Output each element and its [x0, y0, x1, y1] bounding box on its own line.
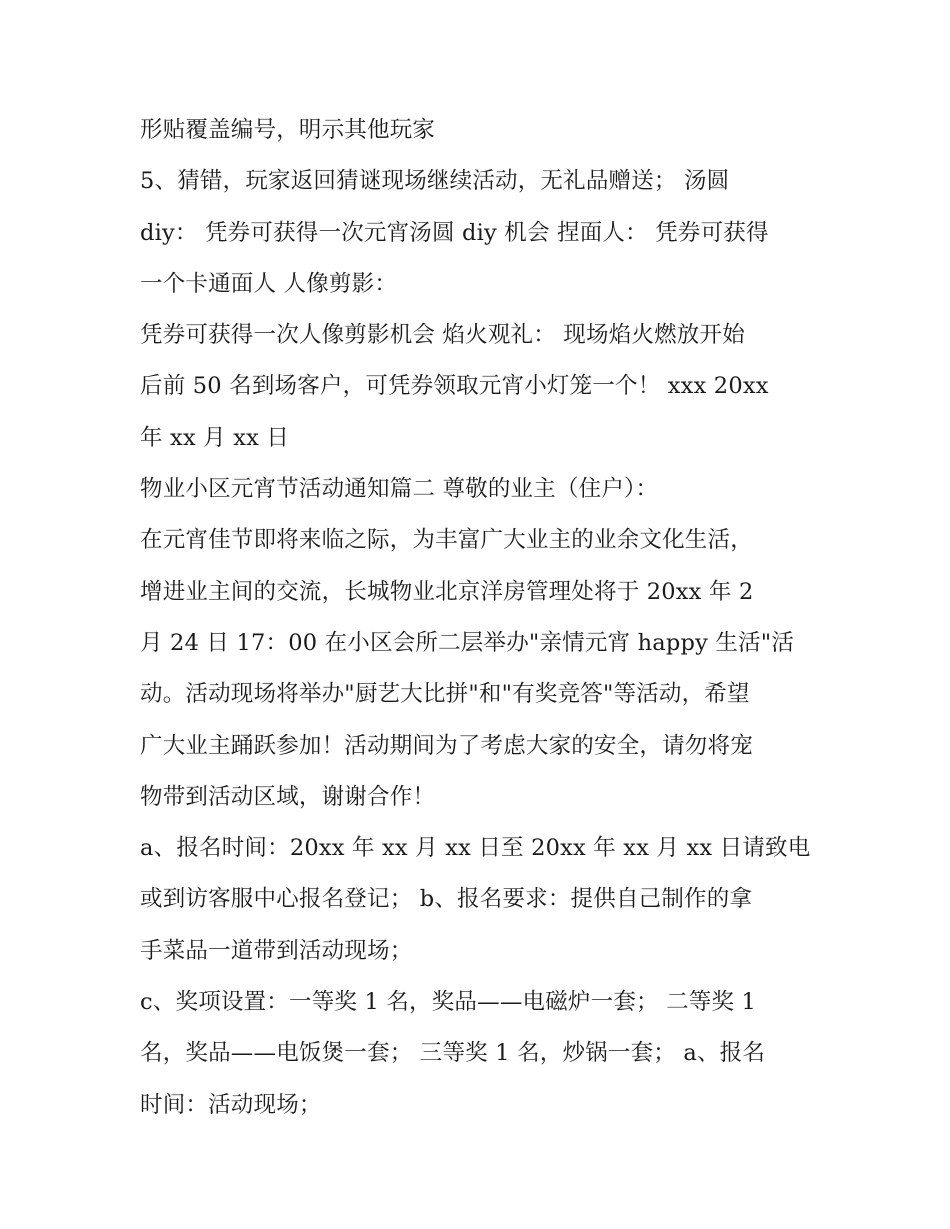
text-line: 一个卡通面人 人像剪影： [140, 270, 398, 297]
text-line: diy： 凭券可获得一次元宵汤圆 diy 机会 捏面人： 凭券可获得 [140, 219, 769, 246]
text-line: 5、猜错，玩家返回猜谜现场继续活动，无礼品赠送； 汤圆 [140, 168, 730, 195]
text-line: 或到访客服中心报名登记； b、报名要求：提供自己制作的拿 [140, 886, 753, 913]
text-line: 在元宵佳节即将来临之际，为丰富广大业主的业余文化生活， [140, 527, 753, 554]
text-line: 凭券可获得一次人像剪影机会 焰火观礼： 现场焰火燃放开始 [140, 322, 745, 349]
document-body [140, 105, 820, 1131]
text-line: 广大业主踊跃参加！活动期间为了考虑大家的安全，请勿将宠 [140, 732, 753, 759]
text-line: 名，奖品——电饭煲一套； 三等奖 1 名，炒锅一套； a、报名 [140, 1040, 766, 1067]
text-line: 动。活动现场将举办"厨艺大比拼"和"有奖竞答"等活动，希望 [140, 681, 750, 708]
text-line: 物带到活动区域，谢谢合作！ [140, 783, 436, 810]
text-line: 增进业主间的交流，长城物业北京洋房管理处将于 20xx 年 2 [140, 578, 754, 605]
text-line: 年 xx 月 xx 日 [140, 424, 290, 451]
text-line: 手菜品一道带到活动现场； [140, 937, 413, 964]
text-line: c、奖项设置：一等奖 1 名，奖品——电磁炉一套； 二等奖 1 [140, 989, 757, 1016]
text-line: a、报名时间：20xx 年 xx 月 xx 日至 20xx 年 xx 月 xx 日请致电 [140, 835, 811, 862]
text-line: 后前 50 名到场客户，可凭券领取元宵小灯笼一个！ xxx 20xx [140, 373, 769, 400]
text-line: 形贴覆盖编号，明示其他玩家 [140, 117, 436, 143]
text-line: 月 24 日 17：00 在小区会所二层举办"亲情元宵 happy 生活"活 [140, 629, 795, 656]
text-line: 时间：活动现场； [140, 1091, 322, 1118]
section-heading: 物业小区元宵节活动通知篇二 尊敬的业主（住户）： [140, 476, 659, 503]
